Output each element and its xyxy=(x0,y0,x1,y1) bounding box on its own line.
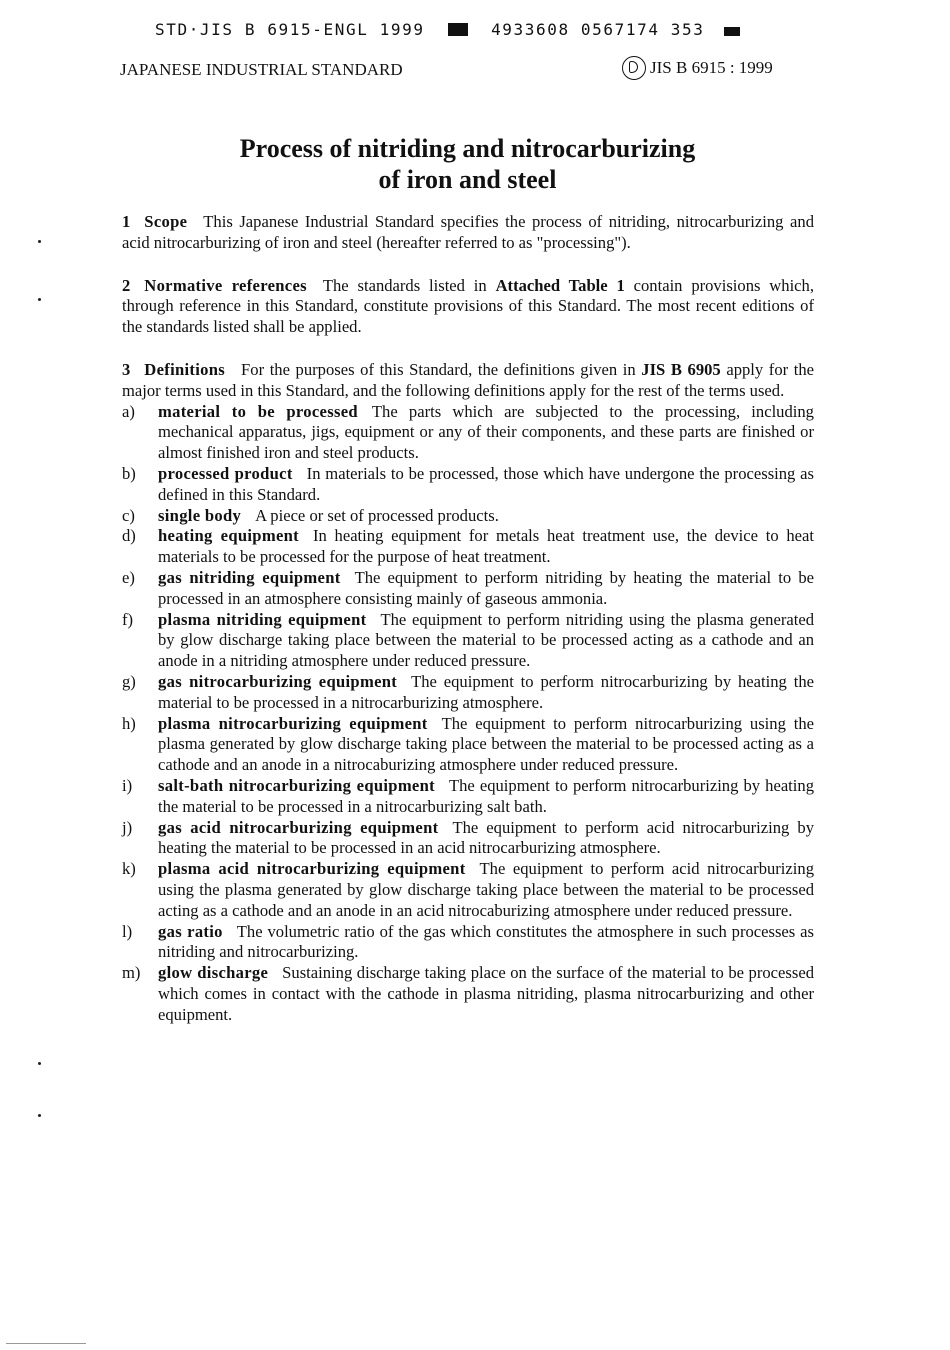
section-heading: Normative references xyxy=(144,275,307,295)
definition-label: h) xyxy=(122,713,136,733)
definition-term: material to be processed xyxy=(158,401,358,421)
definition-item xyxy=(122,922,814,964)
definition-label: c) xyxy=(122,505,135,525)
definition-term: gas acid nitrocarburizing equipment xyxy=(158,817,439,837)
definition-term: plasma nitrocarburizing equipment xyxy=(158,713,428,733)
definition-term: gas nitriding equipment xyxy=(158,567,341,587)
standard-header-label: JAPANESE INDUSTRIAL STANDARD xyxy=(120,60,403,79)
scan-edge-line xyxy=(6,1343,86,1344)
definition-text: The equipment to perform nitrocarburizing by heating the material to be processed in a nitrocarburizing salt bath. xyxy=(158,775,814,816)
definition-label: j) xyxy=(122,817,133,837)
standard-number-text: JIS B 6915 : 1999 xyxy=(650,58,773,77)
section-text: The standards listed in xyxy=(322,275,487,295)
definition-label: d) xyxy=(122,526,136,546)
section-number: 3 xyxy=(122,359,131,379)
scan-speck xyxy=(38,298,41,301)
section-heading: Scope xyxy=(144,212,188,231)
definition-text: The equipment to perform acid nitrocarburizing by heating the material to be processed in an acid nitrocarburizing atmosphere. xyxy=(158,817,814,858)
scan-speck xyxy=(38,1062,41,1065)
definition-label: g) xyxy=(122,671,136,691)
definition-item xyxy=(122,714,814,776)
section-normative-references xyxy=(122,276,814,338)
definition-text: Sustaining discharge taking place on the surface of the material to be processed which comes in contact with the cathode in plasma nitriding, plasma nitrocarburizing and other equipment. xyxy=(158,963,814,1024)
definition-item xyxy=(122,818,814,860)
definition-label: f) xyxy=(122,609,134,629)
definition-term: gas nitrocarburizing equipment xyxy=(158,671,398,691)
section-number: 1 xyxy=(122,212,131,231)
title-line-1: Process of nitriding and nitrocarburizing xyxy=(239,134,696,163)
definition-label: i) xyxy=(122,775,133,795)
definition-label: k) xyxy=(122,859,136,879)
section-text: For the purposes of this Standard, the definitions given in xyxy=(241,359,636,379)
section-text: apply for the major terms used in this Standard, and the following definitions apply for the rest of the terms used. xyxy=(122,359,815,400)
definition-text: The equipment to perform nitriding by heating the material to be processed in an atmosphere consisting mainly of gaseous ammonia. xyxy=(158,567,815,608)
scan-speck xyxy=(38,240,41,243)
definition-term: salt-bath nitrocarburizing equipment xyxy=(158,775,435,795)
definition-term: plasma nitriding equipment xyxy=(158,609,367,629)
definition-term: single body xyxy=(158,505,242,525)
definition-item xyxy=(122,526,814,568)
jis-reference: JIS B 6905 xyxy=(641,359,721,379)
document-stamp-line xyxy=(155,20,755,39)
document-body xyxy=(122,212,814,1025)
section-definitions xyxy=(122,360,814,402)
definition-label: l) xyxy=(122,921,133,941)
definition-item xyxy=(122,963,814,1025)
definition-text: The equipment to perform acid nitrocarburizing using the plasma generated by glow discharge taking place between the material to be processed acting as a cathode and an anode in an acid nitrocaburizing atmosphere under reduced pressure. xyxy=(158,859,814,920)
definition-term: processed product xyxy=(158,463,293,483)
definition-label: e) xyxy=(122,567,135,587)
definition-text: The volumetric ratio of the gas which constitutes the atmosphere in such processes as nitriding and nitrocarburizing. xyxy=(158,921,814,962)
section-heading: Definitions xyxy=(144,359,226,379)
title-line-2: of iron and steel xyxy=(378,165,557,194)
jis-mark-icon xyxy=(622,56,646,80)
definition-term: plasma acid nitrocarburizing equipment xyxy=(158,859,466,879)
definition-text: In heating equipment for metals heat treatment use, the device to heat materials to be processed for the purpose of heat treatment. xyxy=(158,526,814,567)
stamp-block-mark-end xyxy=(724,27,740,36)
section-text: contain provisions which, through reference in this Standard, constitute provisions of this Standard. The most recent editions of the standards listed shall be applied. xyxy=(122,275,814,337)
definition-text: The equipment to perform nitrocarburizing using the plasma generated by glow discharge taking place between the material to be processed acting as a cathode and an anode in a nitrocaburizing atmosphere under reduced pressure. xyxy=(158,713,815,775)
definition-term: gas ratio xyxy=(158,921,223,941)
definition-item xyxy=(122,568,814,610)
attached-table-reference: Attached Table 1 xyxy=(495,275,625,295)
definition-item xyxy=(122,859,814,921)
stamp-codes: 4933608 0567174 353 xyxy=(491,20,705,39)
definition-item xyxy=(122,610,814,672)
definition-text: The equipment to perform nitriding using the plasma generated by glow discharge taking place between the material to be processed acting as a cathode and an anode in a nitriding atmosphere under reduced pressure. xyxy=(158,609,814,671)
definition-term: glow discharge xyxy=(158,963,269,983)
definition-item xyxy=(122,672,814,714)
definition-item xyxy=(122,776,814,818)
section-scope xyxy=(122,212,814,254)
section-text: This Japanese Industrial Standard specifies the process of nitriding, nitrocarburizing and acid nitrocarburizing of iron and steel (hereafter referred to as "processing"). xyxy=(122,212,814,252)
document-title xyxy=(120,133,815,195)
definition-text: The parts which are subjected to the processing, including mechanical apparatus, jigs, equipment or any of their components, and these parts are finished or almost finished iron and steel products. xyxy=(158,401,814,463)
definitions-list xyxy=(122,402,814,1026)
stamp-text: STD·JIS B 6915-ENGL 1999 xyxy=(155,20,425,39)
definition-text: The equipment to perform nitrocarburizing by heating the material to be processed in a nitrocarburizing atmosphere. xyxy=(158,671,814,712)
definition-term: heating equipment xyxy=(158,526,299,546)
definition-item xyxy=(122,464,814,506)
definition-item xyxy=(122,506,814,527)
section-number: 2 xyxy=(122,275,131,295)
stamp-block-mark xyxy=(448,23,468,36)
definition-label: m) xyxy=(122,963,141,983)
definition-label: a) xyxy=(122,401,135,421)
definition-text: A piece or set of processed products. xyxy=(255,505,499,525)
definition-label: b) xyxy=(122,463,136,483)
definition-item xyxy=(122,402,814,464)
definition-text: In materials to be processed, those which have undergone the processing as defined in this Standard. xyxy=(158,463,814,504)
standard-number xyxy=(622,56,773,80)
scan-speck xyxy=(38,1114,41,1117)
